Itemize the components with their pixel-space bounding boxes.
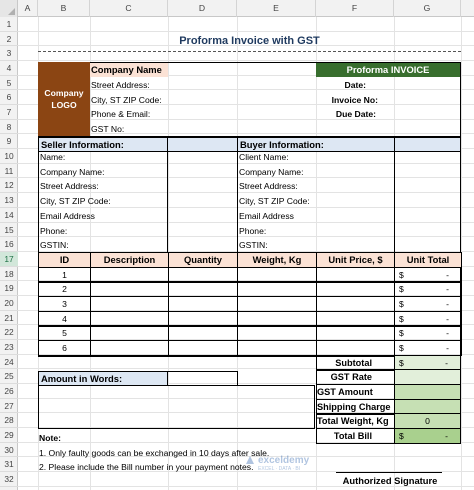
gst-rate-label[interactable]: GST Rate [316, 369, 395, 385]
exceldemy-watermark [244, 454, 324, 476]
row-header-10[interactable]: 10 [0, 149, 18, 164]
row-header-30[interactable]: 30 [0, 443, 18, 457]
table-cell-quantity[interactable] [168, 340, 238, 356]
unit-total-value: - [446, 343, 449, 353]
company-street[interactable]: Street Address: [91, 80, 150, 90]
row-header-26[interactable]: 26 [0, 384, 18, 399]
row-header-14[interactable]: 14 [0, 208, 18, 223]
note-heading: Note: [39, 433, 61, 443]
row-header-11[interactable]: 11 [0, 164, 18, 178]
seller-field-1[interactable]: Name: [40, 152, 66, 162]
due-date-label[interactable]: Due Date: [335, 109, 376, 119]
row-header-18[interactable]: 18 [0, 267, 18, 281]
buyer-field-1[interactable]: Client Name: [239, 152, 289, 162]
currency-symbol: $ [399, 314, 404, 324]
currency-symbol: $ [399, 431, 404, 441]
currency-symbol: $ [399, 270, 404, 280]
row-header-13[interactable]: 13 [0, 193, 18, 208]
gst-amount-label[interactable]: GST Amount [316, 384, 395, 400]
unit-total-value: - [446, 270, 449, 280]
seller-field-2[interactable]: Company Name: [40, 167, 105, 177]
table-header-description[interactable]: Description [90, 252, 169, 268]
table-cell-id[interactable]: 1 [38, 267, 91, 283]
buyer-field-6[interactable]: Phone: [239, 226, 267, 236]
row-header-17[interactable]: 17 [0, 252, 18, 267]
table-cell-weight[interactable] [237, 281, 317, 297]
unit-total-value: - [446, 299, 449, 309]
row-header-25[interactable]: 25 [0, 369, 18, 384]
column-header-f[interactable]: F [316, 0, 394, 17]
seller-field-6[interactable]: Phone: [40, 226, 68, 236]
currency-symbol: $ [399, 358, 404, 368]
company-phone-email[interactable]: Phone & Email: [91, 109, 151, 119]
seller-field-3[interactable]: Street Address: [40, 181, 99, 191]
row-header-19[interactable]: 19 [0, 281, 18, 296]
seller-field-5[interactable]: Email Address [40, 211, 95, 221]
total-bill-label[interactable]: Total Bill [316, 428, 395, 444]
logo-line-2: LOGO [51, 100, 77, 110]
invoice-title: Proforma Invoice with GST [179, 35, 320, 47]
table-cell-unit-total[interactable] [394, 281, 462, 297]
row-header-21[interactable]: 21 [0, 311, 18, 325]
buyer-info-heading[interactable]: Buyer Information: [237, 137, 395, 152]
table-cell-id[interactable]: 4 [38, 311, 91, 327]
unit-total-value: - [446, 284, 449, 294]
shipping-charge-label[interactable]: Shipping Charge [316, 399, 395, 415]
note-line-1: 1. Only faulty goods can be exchanged in 10 days after sale. [39, 448, 270, 458]
table-cell-quantity[interactable] [168, 296, 238, 312]
total-bill-amount: - [445, 431, 448, 441]
buyer-field-3[interactable]: Street Address: [239, 181, 298, 191]
table-cell-unit-total[interactable] [394, 340, 462, 356]
row-header-32[interactable]: 32 [0, 472, 18, 487]
table-cell-unit-price[interactable] [316, 281, 395, 297]
table-header-unit-price[interactable]: Unit Price, $ [316, 252, 395, 268]
note-line-2: 2. Please include the Bill number in your payment notes. [39, 462, 254, 472]
row-header-24[interactable]: 24 [0, 355, 18, 369]
row-header-4[interactable]: 4 [0, 61, 18, 76]
row-header-7[interactable]: 7 [0, 105, 18, 120]
total-weight-amount: 0 [425, 416, 430, 426]
company-city[interactable]: City, ST ZIP Code: [91, 95, 162, 105]
subtotal-label[interactable]: Subtotal [316, 355, 395, 371]
currency-symbol: $ [399, 343, 404, 353]
table-cell-id[interactable]: 5 [38, 325, 91, 341]
row-header-12[interactable]: 12 [0, 178, 18, 193]
table-header-id[interactable]: ID [38, 252, 91, 268]
authorized-signature: Authorized Signature [342, 475, 438, 486]
column-header-c[interactable]: C [90, 0, 168, 17]
table-cell-description[interactable] [90, 296, 169, 312]
table-header-quantity[interactable]: Quantity [168, 252, 238, 268]
gridline-horizontal [18, 60, 474, 61]
row-header-9[interactable]: 9 [0, 134, 18, 149]
table-cell-description[interactable] [90, 281, 169, 297]
currency-symbol: $ [399, 284, 404, 294]
table-cell-unit-price[interactable] [316, 296, 395, 312]
table-cell-weight[interactable] [237, 325, 317, 341]
watermark-brand: exceldemy [258, 454, 310, 466]
seller-divider [167, 137, 168, 255]
column-header-e[interactable]: E [237, 0, 316, 17]
amount-in-words-area[interactable] [38, 385, 315, 429]
company-logo [38, 62, 90, 136]
row-header-16[interactable]: 16 [0, 237, 18, 252]
table-cell-quantity[interactable] [168, 281, 238, 297]
table-cell-id[interactable]: 3 [38, 296, 91, 312]
row-header-15[interactable]: 15 [0, 223, 18, 237]
table-header-unit-total[interactable]: Unit Total [394, 252, 462, 268]
total-bill-value[interactable] [394, 428, 461, 444]
row-header-8[interactable]: 8 [0, 120, 18, 134]
watermark-logo-icon [244, 454, 256, 466]
row-header-31[interactable]: 31 [0, 457, 18, 472]
select-all-corner[interactable] [0, 0, 18, 17]
subtotal-amount: - [445, 358, 448, 368]
column-header-bar [0, 0, 474, 17]
currency-symbol: $ [399, 328, 404, 338]
gridline-horizontal [18, 31, 474, 32]
column-header-b[interactable]: B [38, 0, 90, 17]
table-cell-weight[interactable] [237, 340, 317, 356]
buyer-divider [394, 137, 395, 255]
row-header-5[interactable]: 5 [0, 76, 18, 90]
table-cell-description[interactable] [90, 340, 169, 356]
buyer-field-2[interactable]: Company Name: [239, 167, 304, 177]
buyer-field-5[interactable]: Email Address [239, 211, 294, 221]
row-header-3[interactable]: 3 [0, 46, 18, 61]
row-header-6[interactable]: 6 [0, 90, 18, 105]
proforma-invoice-banner[interactable]: Proforma INVOICE [316, 63, 460, 77]
column-header-a[interactable]: A [18, 0, 38, 17]
table-cell-weight[interactable] [237, 296, 317, 312]
column-header-d[interactable]: D [168, 0, 237, 17]
amount-in-words-input[interactable] [167, 371, 238, 386]
row-header-29[interactable]: 29 [0, 428, 18, 443]
gst-rate-value[interactable] [394, 369, 461, 385]
table-cell-unit-total[interactable] [394, 296, 462, 312]
buyer-field-4[interactable]: City, ST ZIP Code: [239, 196, 310, 206]
buyer-field-7[interactable]: GSTIN: [239, 240, 268, 250]
row-header-27[interactable]: 27 [0, 399, 18, 413]
amount-in-words-label[interactable]: Amount in Words: [38, 371, 168, 386]
table-cell-unit-total[interactable] [394, 325, 462, 341]
seller-info-heading[interactable]: Seller Information: [38, 137, 168, 152]
row-header-1[interactable]: 1 [0, 17, 18, 32]
unit-total-value: - [446, 328, 449, 338]
table-cell-unit-price[interactable] [316, 340, 395, 356]
row-header-20[interactable]: 20 [0, 296, 18, 311]
gst-amount-value[interactable] [394, 384, 461, 400]
currency-symbol: $ [399, 299, 404, 309]
table-cell-description[interactable] [90, 325, 169, 341]
row-header-22[interactable]: 22 [0, 325, 18, 340]
table-cell-quantity[interactable] [168, 325, 238, 341]
row-header-28[interactable]: 28 [0, 413, 18, 428]
company-name[interactable]: Company Name [90, 63, 168, 77]
table-header-weight[interactable]: Weight, Kg [237, 252, 317, 268]
column-header-g[interactable]: G [394, 0, 461, 17]
signature-line [336, 472, 442, 473]
invoice-no-label[interactable]: Invoice No: [331, 95, 378, 105]
company-gst[interactable]: GST No: [91, 124, 125, 134]
row-header-bar [0, 17, 18, 490]
logo-line-1: Company [44, 88, 84, 98]
seller-field-7[interactable]: GSTIN: [40, 240, 69, 250]
title-divider [38, 51, 461, 52]
date-label[interactable]: Date: [344, 80, 366, 90]
row-header-2[interactable]: 2 [0, 32, 18, 46]
row-header-23[interactable]: 23 [0, 340, 18, 355]
seller-field-4[interactable]: City, ST ZIP Code: [40, 196, 111, 206]
unit-total-value: - [446, 314, 449, 324]
table-cell-unit-price[interactable] [316, 325, 395, 341]
watermark-tagline: EXCEL · DATA · BI [258, 466, 301, 472]
total-weight-value[interactable] [394, 413, 461, 429]
table-cell-id[interactable]: 2 [38, 281, 91, 297]
total-weight-label[interactable]: Total Weight, Kg [316, 413, 395, 429]
seller-heading-fill[interactable] [167, 137, 238, 152]
table-cell-id[interactable]: 6 [38, 340, 91, 356]
buyer-heading-fill[interactable] [394, 137, 461, 152]
